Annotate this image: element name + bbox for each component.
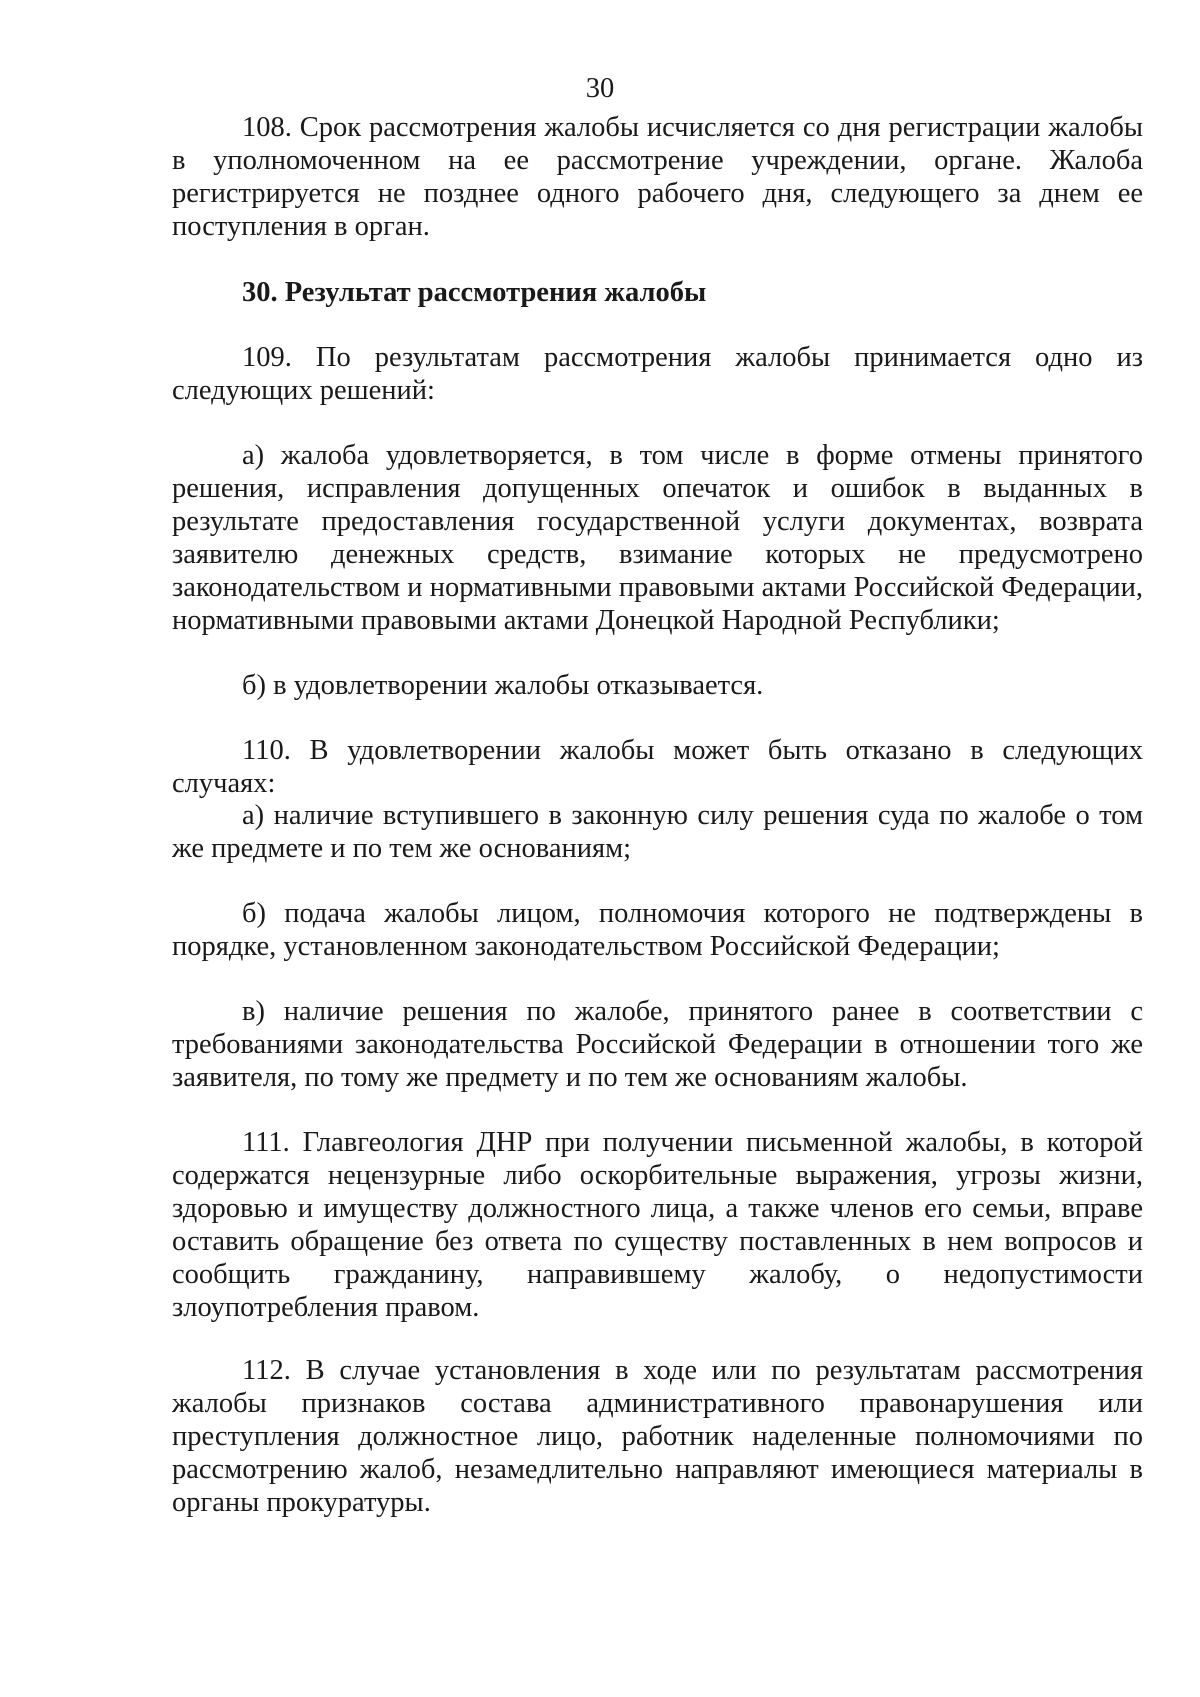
paragraph-110-b: б) подача жалобы лицом, полномочия которого не подтверждены в порядке, установленном законодательством Российской Федерации; [172, 898, 1143, 962]
paragraph-108: 108. Срок рассмотрения жалобы исчисляется со дня регистрации жалобы в уполномоченном на ее рассмотрение учреждении, органе. Жалоба регистрируется не позднее одного рабочего дня, следующего за днем ее поступления в орган. [172, 112, 1143, 242]
paragraph-110-c: в) наличие решения по жалобе, принятого ранее в соответствии с требованиями законодательства Российской Федерации в отношении того же заявителя, по тому же предмету и по тем же основаниям жалобы. [172, 996, 1143, 1093]
paragraph-111: 111. Главгеология ДНР при получении письменной жалобы, в которой содержатся нецензурные либо оскорбительные выражения, угрозы жизни, здоровью и имуществу должностного лица, а также членов его семьи, вправе оставить обращение без ответа по существу поставленных в нем вопросов и сообщить гражданину, направившему жалобу, о недопустимости злоупотребления правом. [172, 1127, 1143, 1323]
paragraph-109-b: б) в удовлетворении жалобы отказывается. [242, 670, 764, 701]
page-number: 30 [585, 73, 615, 104]
paragraph-109-a: а) жалоба удовлетворяется, в том числе в форме отмены принятого решения, исправления допущенных опечаток и ошибок в выданных в результате предоставления государственной услуги документах, возврата заявителю денежных средств, взимание которых не предусмотрено законодательством и нормативными правовыми актами Российской Федерации, нормативными правовыми актами Донецкой Народной Республики; [172, 440, 1143, 636]
paragraph-112: 112. В случае установления в ходе или по результатам рассмотрения жалобы признаков состава административного правонарушения или преступления должностное лицо, работник наделенные полномочиями по рассмотрению жалоб, незамедлительно направляют имеющиеся материалы в органы прокуратуры. [172, 1355, 1143, 1518]
section-heading: 30. Результат рассмотрения жалобы [242, 277, 707, 308]
paragraph-109: 109. По результатам рассмотрения жалобы принимается одно из следующих решений: [172, 342, 1143, 406]
paragraph-110-a: а) наличие вступившего в законную силу решения суда по жалобе о том же предмете и по тем же основаниям; [172, 800, 1143, 864]
paragraph-110: 110. В удовлетворении жалобы может быть отказано в следующих случаях: [172, 735, 1143, 799]
